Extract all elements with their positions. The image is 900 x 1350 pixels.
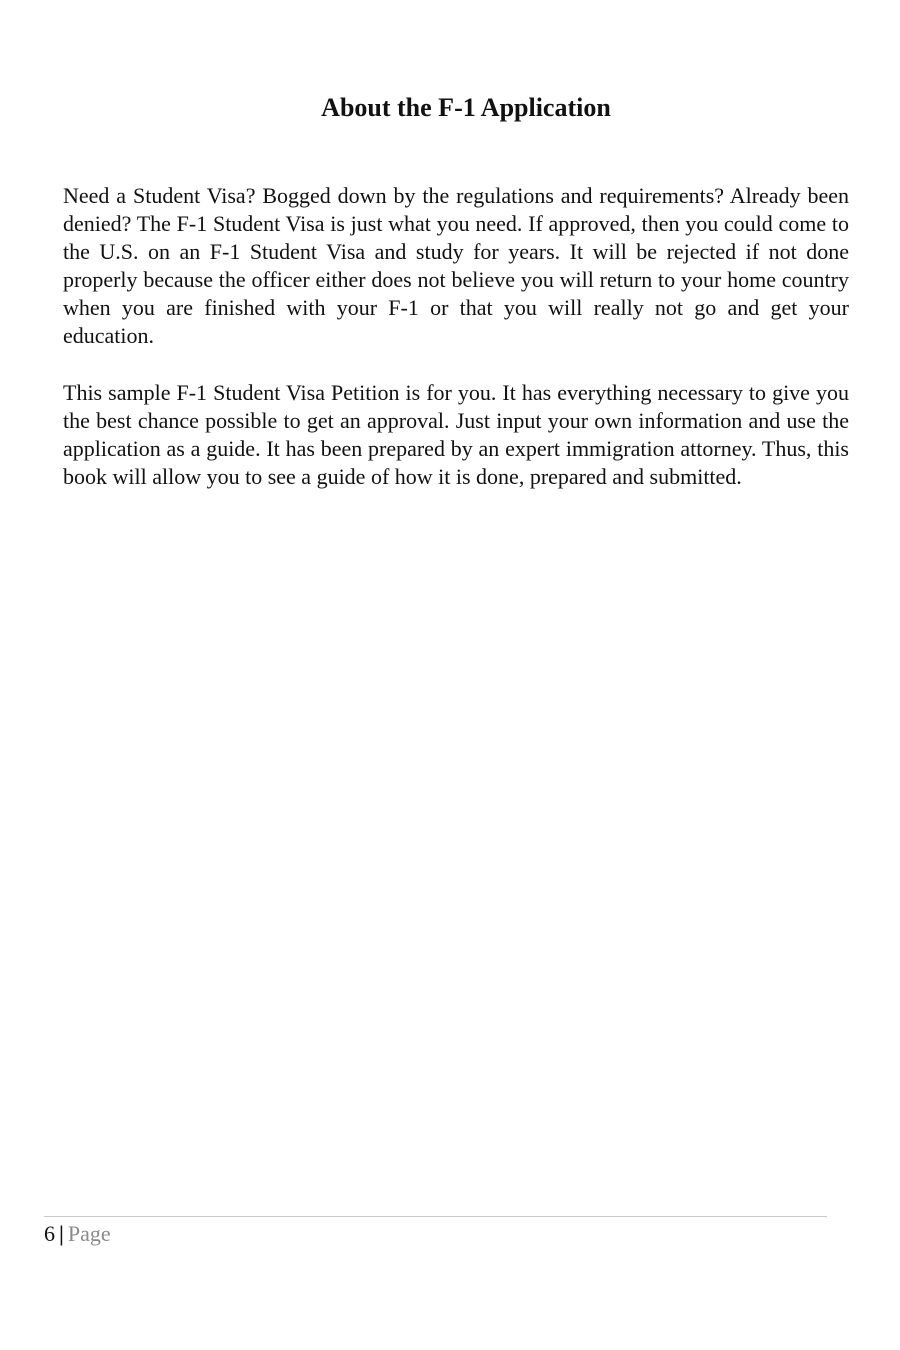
footer-divider [44,1216,827,1217]
page-footer [44,1220,111,1248]
body-paragraph-2: This sample F-1 Student Visa Petition is for you. It has everything necessary to give you the best chance possible to get an approval. Just input your own information and use the application as a guide. It has been prepared by an expert immigration attorney. Thus, this book will allow you to see a guide of how it is done, prepared and submitted. [63,380,849,489]
page-number: 6 [44,1221,55,1246]
body-paragraph-1: Need a Student Visa? Bogged down by the regulations and requirements? Already been denied? The F-1 Student Visa is just what you need. If approved, then you could come to the U.S. on an F-1 Student Visa and study for years. It will be rejected if not done properly because the officer either does not believe you will return to your home country when you are finished with your F-1 or that you will really not go and get your education. [63,183,849,348]
page-title: About the F-1 Application [321,93,611,122]
footer-separator: | [59,1221,64,1246]
page-label: Page [67,1221,111,1246]
